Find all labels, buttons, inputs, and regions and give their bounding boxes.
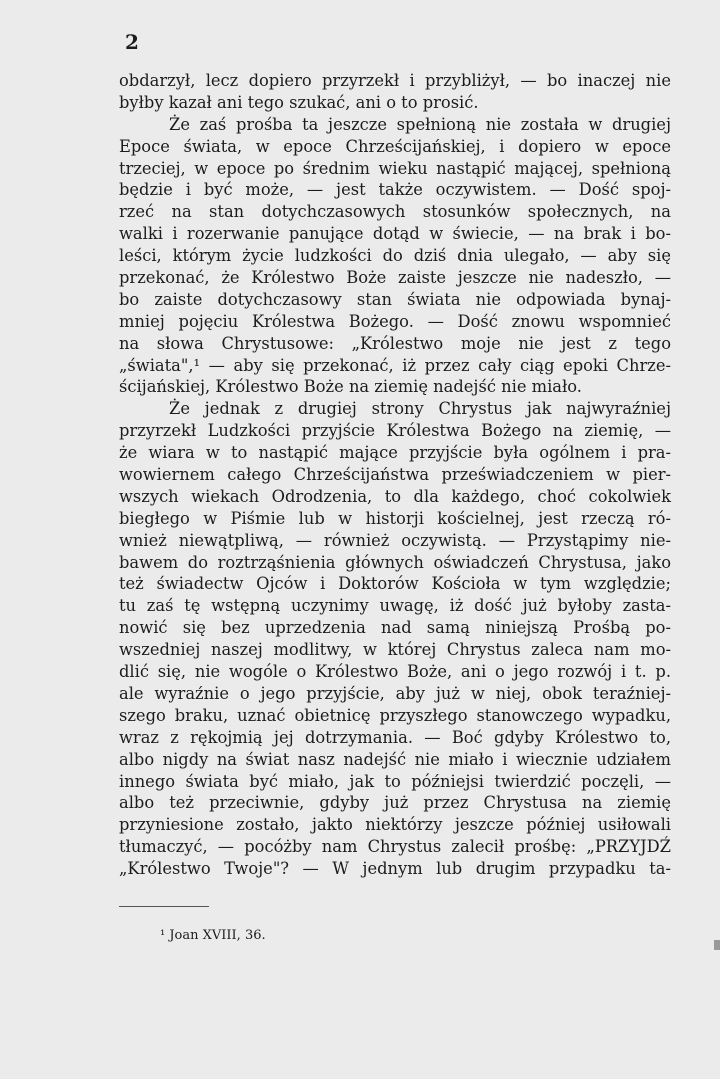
text-line: albo też przeciwnie, gdyby już przez Chrystusa na ziemię bbox=[119, 793, 671, 813]
text-line: walki i rozerwanie panujące dotąd w świecie, — na brak i bo- bbox=[119, 224, 671, 244]
text-line: bawem do roztrząśnienia głównych oświadczeń Chrystusa, jako bbox=[119, 552, 671, 572]
text-line: wraz z rękojmią jej dotrzymania. — Boć gdyby Królestwo to, bbox=[119, 727, 671, 747]
text-line: ale wyraźnie o jego przyjście, aby już w niej, obok teraźniej- bbox=[119, 683, 671, 703]
text-line: przyrzekł Ludzkości przyjście Królestwa Bożego na ziemię, — bbox=[119, 421, 671, 441]
text-line: na słowa Chrystusowe: „Królestwo moje nie jest z tego bbox=[119, 333, 671, 353]
text-line: trzeciej, w epoce po średnim wieku nastąpić mającej, spełnioną bbox=[119, 158, 671, 178]
text-line: nowić się bez uprzedzenia nad samą niniejszą Prośbą po- bbox=[119, 618, 671, 638]
text-line: „świata",¹ — aby się przekonać, iż przez cały ciąg epoki Chrze- bbox=[119, 355, 671, 375]
body-text bbox=[119, 70, 671, 880]
footnote: ¹ Joan XVIII, 36. bbox=[160, 928, 266, 943]
text-line: ścijańskiej, Królestwo Boże na ziemię nadejść nie miało. bbox=[119, 377, 582, 397]
text-line: tu zaś tę wstępną uczynimy uwagę, iż dość już byłoby zasta- bbox=[119, 596, 671, 616]
text-line: biegłego w Piśmie lub w historji kościelnej, jest rzeczą ró- bbox=[119, 508, 671, 528]
text-line: też świadectw Ojców i Doktorów Kościoła w tym względzie; bbox=[119, 574, 671, 594]
text-line: leści, którym życie ludzkości do dziś dnia ulegało, — aby się bbox=[119, 246, 671, 266]
text-line: rzeć na stan dotychczasowych stosunków społecznych, na bbox=[119, 202, 671, 222]
text-line: wszedniej naszej modlitwy, w której Chrystus zaleca nam mo- bbox=[119, 640, 671, 660]
text-line: tłumaczyć, — pocóżby nam Chrystus zalecił prośbę: „PRZYJDŹ bbox=[119, 837, 671, 857]
text-line: wnież niewątpliwą, — również oczywistą. — Przystąpimy nie- bbox=[119, 530, 671, 550]
text-line: że wiara w to nastąpić mające przyjście była ogólnem i pra- bbox=[119, 443, 671, 463]
text-line: Epoce świata, w epoce Chrześcijańskiej, i dopiero w epoce bbox=[119, 136, 671, 156]
text-line: Że zaś prośba ta jeszcze spełnioną nie została w drugiej bbox=[169, 114, 671, 134]
page-edge-mark bbox=[714, 940, 720, 950]
text-line: bo zaiste dotychczasowy stan świata nie odpowiada bynaj- bbox=[119, 289, 671, 309]
text-line: mniej pojęciu Królestwa Bożego. — Dość znowu wspomnieć bbox=[119, 311, 671, 331]
text-line: będzie i być może, — jest także oczywistem. — Dość spoj- bbox=[119, 180, 671, 200]
text-line: przyniesione zostało, jakto niektórzy jeszcze później usiłowali bbox=[119, 815, 671, 835]
text-line: wowiernem całego Chrześcijaństwa przeświadczeniem w pier- bbox=[119, 465, 671, 485]
text-line: wszych wiekach Odrodzenia, to dla każdego, choć cokolwiek bbox=[119, 486, 671, 506]
footnote-divider bbox=[119, 906, 209, 907]
text-line: przekonać, że Królestwo Boże zaiste jeszcze nie nadeszło, — bbox=[119, 268, 671, 288]
text-line: szego braku, uznać obietnicę przyszłego stanowczego wypadku, bbox=[119, 705, 671, 725]
text-line: „Królestwo Twoje"? — W jednym lub drugim przypadku ta- bbox=[119, 859, 671, 879]
text-line: byłby kazał ani tego szukać, ani o to prosić. bbox=[119, 92, 479, 112]
text-line: albo nigdy na świat nasz nadejść nie miało i wiecznie udziałem bbox=[119, 749, 671, 769]
text-line: innego świata być miało, jak to późniejsi twierdzić poczęli, — bbox=[119, 771, 671, 791]
text-line: dlić się, nie wogóle o Królestwo Boże, ani o jego rozwój i t. p. bbox=[119, 662, 671, 682]
page-number: 2 bbox=[125, 30, 139, 54]
text-line: obdarzył, lecz dopiero przyrzekł i przybliżył, — bo inaczej nie bbox=[119, 71, 671, 90]
text-line: Że jednak z drugiej strony Chrystus jak najwyraźniej bbox=[169, 399, 671, 419]
